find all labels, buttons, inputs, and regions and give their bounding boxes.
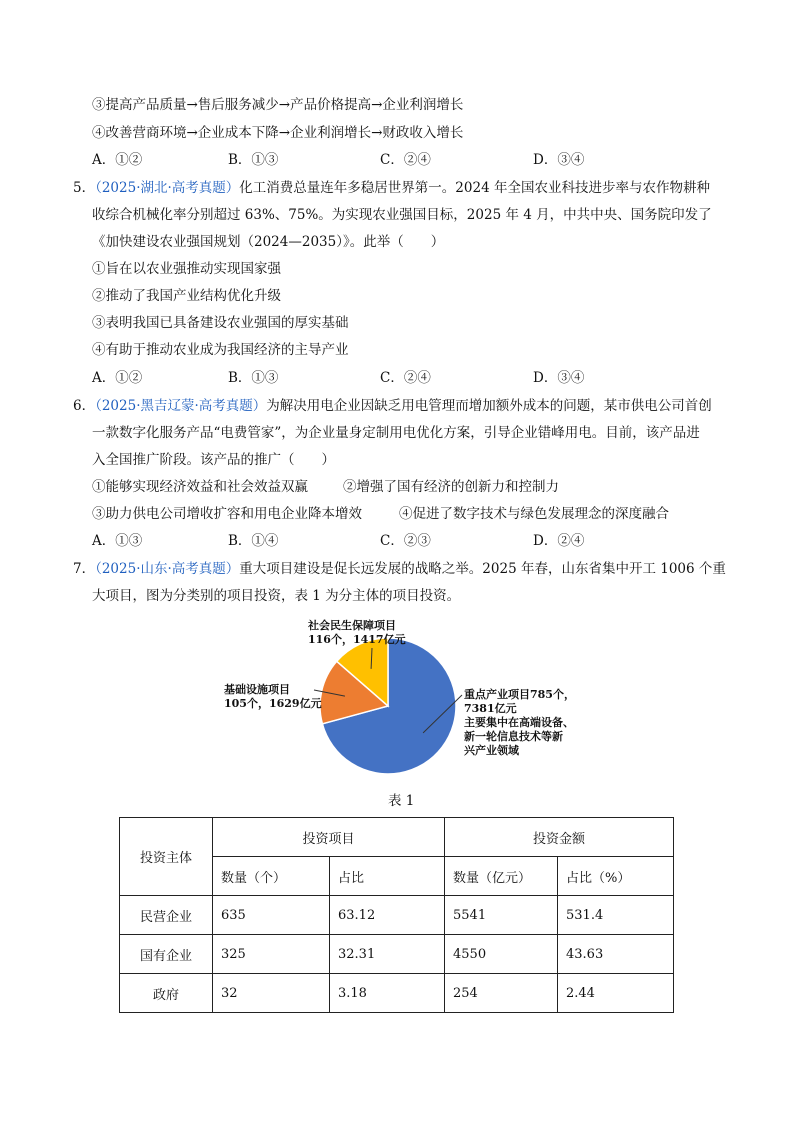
row-ratio-pct: 531.4 xyxy=(558,896,674,935)
row-ratio-pct: 2.44 xyxy=(558,974,674,1013)
q5-line-3: 《加快建设农业强国规划（2024—2035）》。此举（ ） xyxy=(92,234,445,250)
option-b[interactable]: B．①④ xyxy=(228,533,279,549)
q5-number: 5． xyxy=(73,180,96,196)
pie-label-line: 新一轮信息技术等新 xyxy=(464,730,563,743)
option-a[interactable]: A．①② xyxy=(92,370,143,386)
q5-item-3: ③表明我国已具备建设农业强国的厚实基础 xyxy=(92,315,349,331)
row-money: 254 xyxy=(445,974,558,1013)
q7-line-1 xyxy=(73,560,726,578)
header-ratio-pct: 占比（%） xyxy=(558,857,674,896)
q7-source: （2025·山东·高考真题） xyxy=(95,561,240,577)
q5-source: （2025·湖北·高考真题） xyxy=(95,180,240,196)
pie-label-line: 105个，1629亿元 xyxy=(224,697,322,710)
header-money: 数量（亿元） xyxy=(445,857,558,896)
pie-label-line: 116个，1417亿元 xyxy=(308,633,406,646)
q6-line-3: 入全国推广阶段。该产品的推广（ ） xyxy=(92,452,335,468)
option-d[interactable]: D．②④ xyxy=(533,533,585,549)
row-subject: 民营企业 xyxy=(120,896,213,935)
q7-text-1: 重大项目建设是促长远发展的战略之举。2025 年春，山东省集中开工 1006 个重 xyxy=(239,561,726,577)
option-c[interactable]: C．②④ xyxy=(380,152,431,168)
q6-text-1: 为解决用电企业因缺乏用电管理而增加额外成本的问题，某市供电公司首创 xyxy=(266,398,712,414)
pie-label-line: 重点产业项目785个， xyxy=(464,688,575,701)
prev-item-3: ③提高产品质量→售后服务减少→产品价格提高→企业利润增长 xyxy=(92,97,464,113)
header-projects: 投资项目 xyxy=(213,818,445,857)
q5-item-4: ④有助于推动农业成为我国经济的主导产业 xyxy=(92,342,349,358)
row-ratio: 32.31 xyxy=(330,935,445,974)
row-ratio: 63.12 xyxy=(330,896,445,935)
q6-line-2: 一款数字化服务产品“电费管家”，为企业量身定制用电优化方案，引导企业错峰用电。目前，该产品进 xyxy=(92,425,700,441)
row-ratio-pct: 43.63 xyxy=(558,935,674,974)
q6-item-3: ③助力供电公司增收扩容和用电企业降本增效 xyxy=(92,506,362,522)
option-b[interactable]: B．①③ xyxy=(228,152,279,168)
row-count: 32 xyxy=(213,974,330,1013)
option-a[interactable]: A．①③ xyxy=(92,533,143,549)
q6-source: （2025·黑吉辽蒙·高考真题） xyxy=(95,398,267,414)
row-ratio: 3.18 xyxy=(330,974,445,1013)
q5-item-2: ②推动了我国产业结构优化升级 xyxy=(92,288,281,304)
q6-line-1 xyxy=(73,397,712,415)
header-ratio: 占比 xyxy=(330,857,445,896)
q6-item-4: ④促进了数字技术与绿色发展理念的深度融合 xyxy=(399,506,669,522)
pie-label-line: 社会民生保障项目 xyxy=(308,619,396,632)
option-a[interactable]: A．①② xyxy=(92,152,143,168)
option-c[interactable]: C．②④ xyxy=(380,370,431,386)
row-money: 5541 xyxy=(445,896,558,935)
pie-label-line: 兴产业领域 xyxy=(464,744,519,757)
q5-line-1 xyxy=(73,179,710,197)
q6-item-1: ①能够实现经济效益和社会效益双赢 xyxy=(92,479,308,495)
table-row xyxy=(120,974,674,1013)
row-money: 4550 xyxy=(445,935,558,974)
option-d[interactable]: D．③④ xyxy=(533,152,585,168)
pie-label-infrastructure xyxy=(224,683,322,711)
table-1 xyxy=(119,817,674,1013)
row-subject: 政府 xyxy=(120,974,213,1013)
row-count: 635 xyxy=(213,896,330,935)
pie-label-livelihood xyxy=(308,619,406,647)
table-row xyxy=(120,896,674,935)
row-subject: 国有企业 xyxy=(120,935,213,974)
q7-line-2: 大项目，图为分类别的项目投资，表 1 为分主体的项目投资。 xyxy=(92,588,461,604)
table-row xyxy=(120,935,674,974)
prev-item-4: ④改善营商环境→企业成本下降→企业利润增长→财政收入增长 xyxy=(92,125,464,141)
q5-line-2: 收综合机械化率分别超过 63%、75%。为实现农业强国目标，2025 年 4 月，中共中央、国务院印发了 xyxy=(92,207,712,223)
header-amount: 投资金额 xyxy=(445,818,674,857)
q6-item-2: ②增强了国有经济的创新力和控制力 xyxy=(343,479,559,495)
row-count: 325 xyxy=(213,935,330,974)
pie-label-line: 基础设施项目 xyxy=(224,683,290,696)
table-caption: 表 1 xyxy=(388,793,415,809)
header-subject: 投资主体 xyxy=(120,818,213,896)
q7-number: 7． xyxy=(73,561,96,577)
option-d[interactable]: D．③④ xyxy=(533,370,585,386)
header-count: 数量（个） xyxy=(213,857,330,896)
option-b[interactable]: B．①③ xyxy=(228,370,279,386)
q5-text-1: 化工消费总量连年多稳居世界第一。2024 年全国农业科技进步率与农作物耕种 xyxy=(239,180,710,196)
option-c[interactable]: C．②③ xyxy=(380,533,431,549)
pie-label-line: 主要集中在高端设备、 xyxy=(464,716,574,729)
pie-label-key-industry xyxy=(464,688,575,758)
pie-label-line: 7381亿元 xyxy=(464,702,517,715)
q5-item-1: ①旨在以农业强推动实现国家强 xyxy=(92,261,281,277)
q6-number: 6． xyxy=(73,398,96,414)
